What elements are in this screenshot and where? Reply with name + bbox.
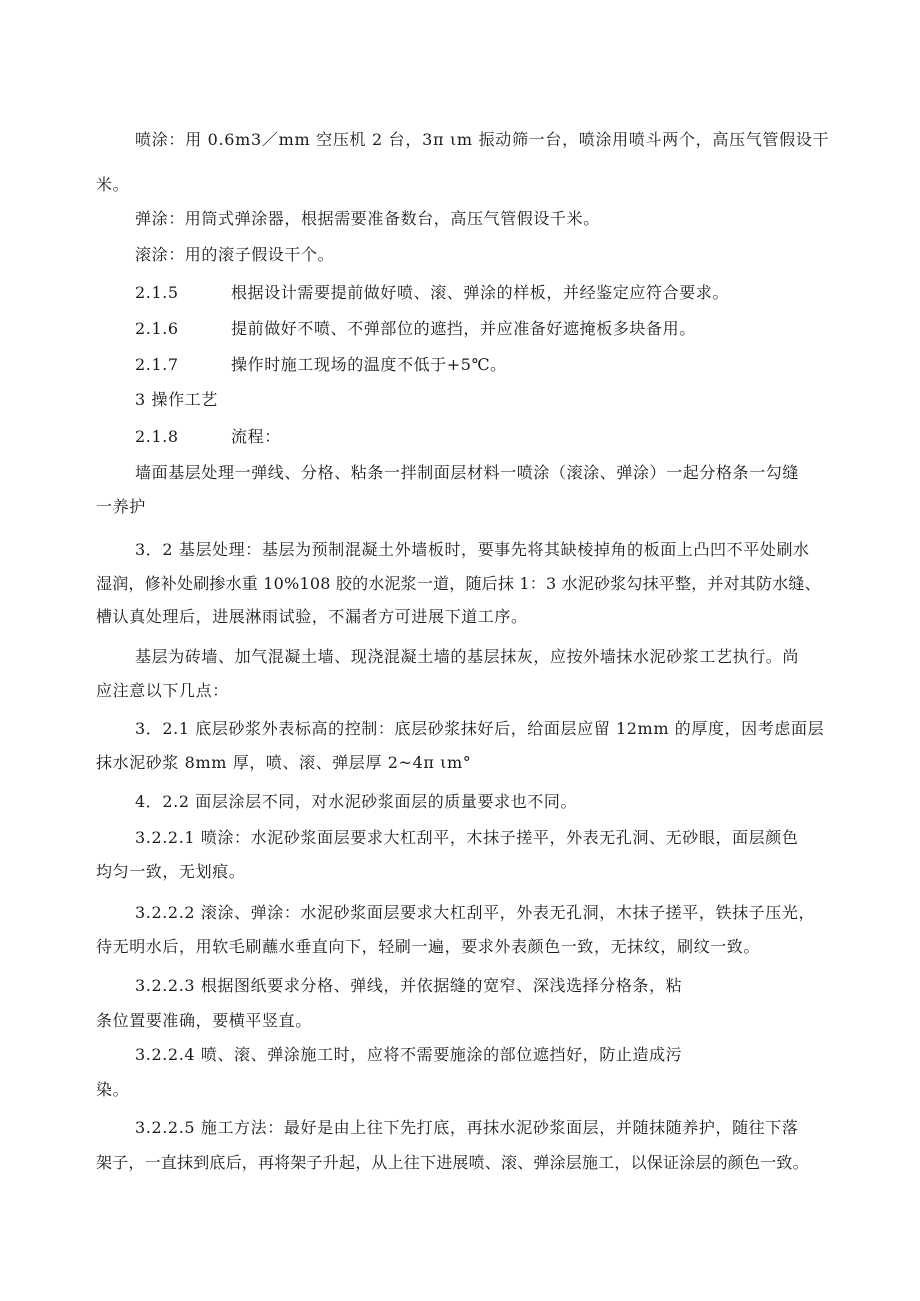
text-line: 待无明水后，用软毛刷蘸水垂直向下，轻刷一遍，要求外表颜色一致，无抹纹，刷纹一致。 — [96, 937, 761, 956]
text-line: 应注意以下几点： — [96, 681, 229, 700]
text-line: 3.2.2.5 施工方法：最好是由上往下先打底，再抹水泥砂浆面层，并随抹随养护，随往下落 — [135, 1118, 799, 1137]
text-line: 喷涂：用 0.6m3／mm 空压机 2 台，3π ιm 振动筛一台，喷涂用喷斗两个，高压气管假设干 — [135, 130, 830, 149]
text-line: 条位置要准确，要横平竖直。 — [96, 1011, 312, 1030]
text-line: 均匀一致，无划痕。 — [96, 862, 246, 881]
text-line: 抹水泥砂浆 8mm 厚，喷、滚、弹层厚 2~4π ιm° — [96, 753, 472, 772]
section-number: 2.1.5 — [135, 283, 179, 302]
section-heading: 3 操作工艺 — [135, 390, 218, 409]
text-line: 3.2.2.2 滚涂、弹涂：水泥砂浆面层要求大杠刮平，外表无孔洞，木抹子搓平，铁抹子压光， — [135, 903, 816, 922]
text-line: 4．2.2 面层涂层不同，对水泥砂浆面层的质量要求也不同。 — [135, 792, 578, 811]
section-number: 2.1.8 — [135, 427, 179, 446]
text-line: 3.2.2.3 根据图纸要求分格、弹线，并依据缝的宽窄、深浅选择分格条，粘 — [135, 976, 683, 995]
text-line: 弹涂：用筒式弹涂器，根据需要准备数台，高压气管假设千米。 — [135, 209, 600, 228]
numbered-line — [135, 354, 507, 376]
section-number: 2.1.7 — [135, 355, 179, 374]
section-text: 提前做好不喷、不弹部位的遮挡，并应准备好遮掩板多块备用。 — [231, 319, 696, 338]
text-line: 架子，一直抹到底后，再将架子升起，从上往下进展喷、滚、弹涂层施工，以保证涂层的颜色一致。 — [96, 1153, 809, 1172]
text-line: 3.2.2.1 喷涂：水泥砂浆面层要求大杠刮平，木抹子搓平，外表无孔洞、无砂眼，面层颜色 — [135, 828, 799, 847]
numbered-line — [135, 318, 696, 340]
text-line: 3．2.1 底层砂浆外表标高的控制：底层砂浆抹好后，给面层应留 12mm 的厚度，因考虑面层 — [135, 719, 825, 738]
numbered-line — [135, 282, 729, 304]
section-text: 根据设计需要提前做好喷、滚、弹涂的样板，并经鉴定应符合要求。 — [231, 283, 730, 302]
text-line: 湿润，修补处刷掺水重 10%108 胶的水泥浆一道，随后抹 1：3 水泥砂浆勾抹平整，并对其防水缝、 — [96, 574, 821, 593]
text-line: 3.2.2.4 喷、滚、弹涂施工时，应将不需要施涂的部位遮挡好，防止造成污 — [135, 1045, 683, 1064]
text-line: 3．2 基层处理：基层为预制混凝土外墙板时，要事先将其缺棱掉角的板面上凸凹不平处刷水 — [135, 540, 810, 559]
section-text: 操作时施工现场的温度不低于+5℃。 — [231, 355, 507, 374]
text-line: 槽认真处理后，进展淋雨试验，不漏者方可进展下道工序。 — [96, 607, 528, 626]
section-number: 2.1.6 — [135, 319, 179, 338]
text-line: 滚涂：用的滚子假设干个。 — [135, 245, 335, 264]
text-line: 染。 — [96, 1080, 130, 1099]
text-line: 墙面基层处理一弹线、分格、粘条一拌制面层材料一喷涂（滚涂、弹涂）一起分格条一勾缝 — [135, 463, 800, 482]
numbered-line — [135, 426, 281, 448]
section-text: 流程： — [231, 427, 281, 446]
text-line: 米。 — [96, 175, 130, 194]
text-line: 基层为砖墙、加气混凝土墙、现浇混凝土墙的基层抹灰，应按外墙抹水泥砂浆工艺执行。尚 — [135, 647, 800, 666]
text-line: 一养护 — [96, 497, 146, 516]
